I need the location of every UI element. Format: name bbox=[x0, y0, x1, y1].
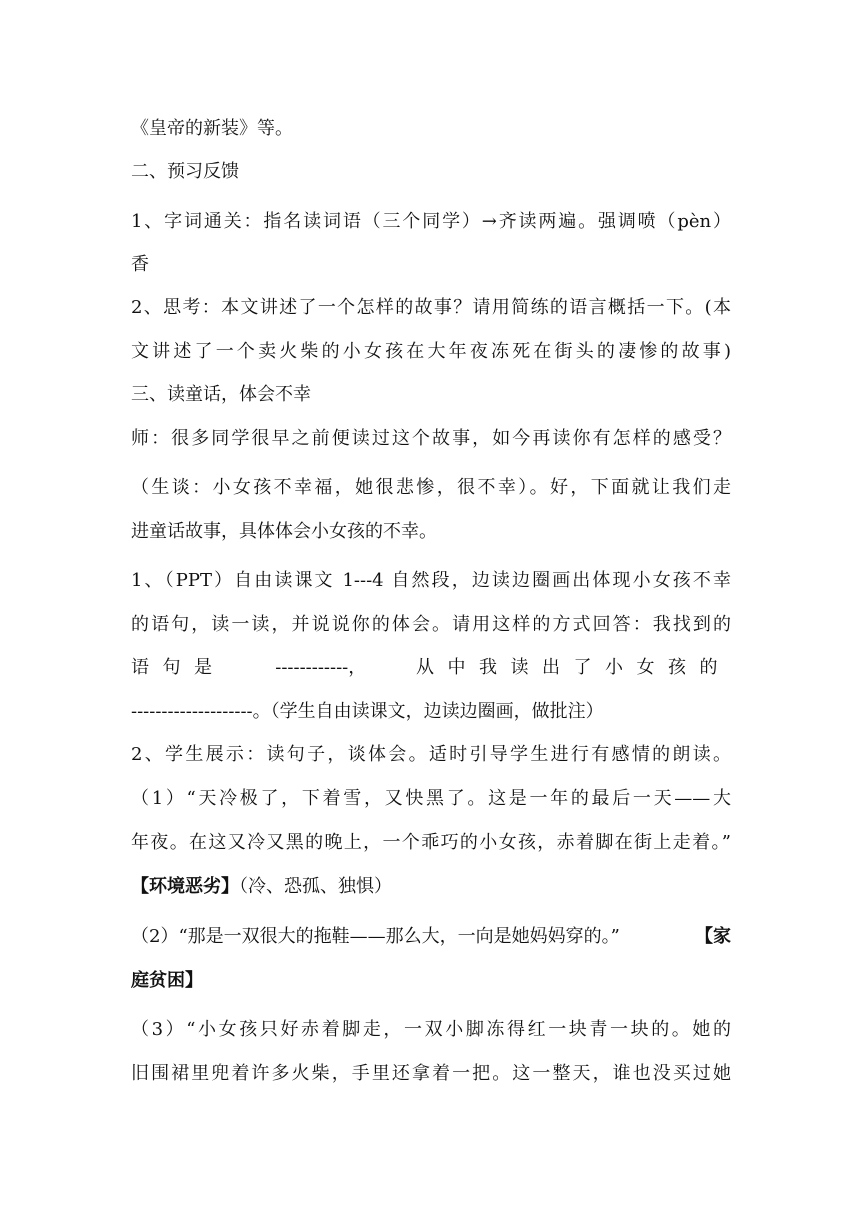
text-line: 1、字词通关：指名读词语（三个同学）→齐读两遍。强调喷（pèn） bbox=[131, 211, 731, 232]
text-line: 1、（PPT）自由读课文 1---4 自然段，边读边圈画出体现小女孩不幸 bbox=[131, 570, 731, 591]
quote-line: （3）“小女孩只好赤着脚走，一双小脚冻得红一块青一块的。她的 bbox=[131, 1019, 731, 1040]
text-line: （生谈：小女孩不幸福，她很悲惨，很不幸）。好，下面就让我们走 bbox=[131, 477, 731, 498]
text-line: 香 bbox=[131, 254, 149, 275]
text-line: --------------------。（学生自由读课文，边读边圈画，做批注） bbox=[131, 701, 604, 722]
text-line: 文讲述了一个卖火柴的小女孩在大年夜冻死在街头的凄惨的故事) bbox=[131, 341, 731, 362]
quote-line: （1）“天冷极了，下着雪，又快黑了。这是一年的最后一天——大 bbox=[131, 788, 731, 809]
answer-template-part: 语句是 bbox=[131, 657, 226, 678]
annotation-line bbox=[131, 875, 731, 899]
quote-line: 旧围裙里兜着许多火柴，手里还拿着一把。这一整天，谁也没买过她 bbox=[131, 1063, 731, 1084]
text-line: 进童话故事，具体体会小女孩的不幸。 bbox=[131, 521, 437, 542]
answer-template-part: 从中我读出了小女孩的 bbox=[415, 657, 731, 678]
section-heading: 三、读童话，体会不幸 bbox=[131, 384, 311, 405]
annotation-tag: 庭贫困】 bbox=[131, 970, 203, 991]
annotation-tag: 【家 bbox=[695, 926, 731, 947]
annotation-line bbox=[131, 969, 731, 993]
text-line: 师：很多同学很早之前便读过这个故事，如今再读你有怎样的感受？ bbox=[131, 428, 731, 449]
text-line: 《皇帝的新装》等。 bbox=[131, 118, 293, 139]
quote-text: （2）“那是一双很大的拖鞋——那么大，一向是她妈妈穿的。” bbox=[131, 926, 620, 947]
quote-line: 年夜。在这又冷又黑的晚上，一个乖巧的小女孩，赤着脚在街上走着。” bbox=[131, 832, 731, 853]
quote-line bbox=[131, 925, 731, 949]
section-heading: 二、预习反馈 bbox=[131, 161, 239, 182]
blank-dashes: ------------， bbox=[275, 657, 367, 678]
text-line: 2、思考：本文讲述了一个怎样的故事？请用简练的语言概括一下。(本 bbox=[131, 297, 731, 318]
text-line: 的语句，读一读，并说说你的体会。请用这样的方式回答：我找到的 bbox=[131, 614, 731, 635]
annotation-note: （冷、恐孤、独惧） bbox=[239, 876, 392, 897]
text-line: 2、学生展示：读句子，谈体会。适时引导学生进行有感情的朗读。 bbox=[131, 744, 731, 765]
answer-template-line bbox=[131, 656, 731, 680]
annotation-tag: 【环境恶劣】 bbox=[131, 876, 239, 897]
